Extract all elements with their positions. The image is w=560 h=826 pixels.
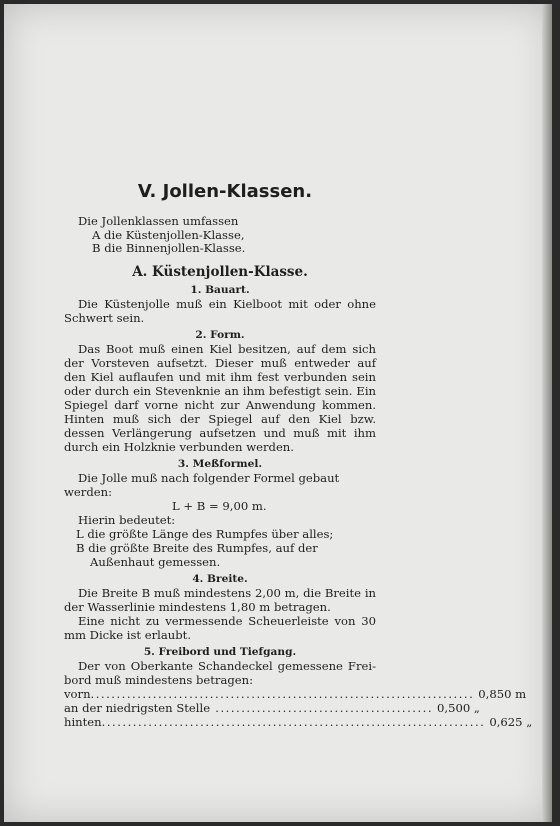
text-line: werden: [64, 484, 112, 499]
heading-messformel: 3. Meßformel. [177, 457, 263, 470]
paragraph-scheuerleiste [64, 614, 376, 642]
book-page [4, 4, 552, 822]
paragraph-bauart [64, 297, 376, 325]
definition-item: B die größte Breite des Rumpfes, auf der Außenhaut gemessen. [76, 540, 318, 569]
text-line: bord muß mindestens betragen: [64, 672, 254, 687]
text-line: Schwert sein. [64, 310, 145, 325]
text-line: Das Boot muß einen Kiel besitzen, auf dem sich [78, 341, 376, 356]
heading-breite: 4. Breite. [192, 572, 248, 585]
paragraph-form [64, 342, 376, 454]
row-label: an der niedrigsten Stelle [64, 700, 211, 715]
text-line: 30 mm Dicke ist erlaubt. [64, 613, 376, 642]
intro-line: Die Jollenklassen umfassen [78, 214, 239, 228]
text-line: in der Wasserlinie mindestens 1,80 m betragen. [64, 585, 376, 614]
row-value: 0,625 „ [489, 714, 533, 729]
freibord-row [64, 686, 527, 701]
formula: L + B = 9,00 m. [172, 498, 267, 513]
text-line: oder durch ein Stevenknie an ihm befestigt sein. [64, 383, 353, 398]
page-spine [542, 4, 552, 822]
heading-bauart: 1. Bauart. [190, 283, 250, 296]
heading-freibord: 5. Freibord und Tiefgang. [143, 645, 297, 658]
row-label: vorn [64, 686, 91, 701]
definition-intro: Hierin bedeutet: [78, 512, 176, 527]
freibord-row [64, 714, 533, 729]
dot-leader: .......................................... [210, 700, 434, 715]
intro-line: A die Küstenjollen-Klasse, [92, 227, 245, 242]
row-label: hinten [64, 714, 102, 729]
definition-item: L die größte Länge des Rumpfes über alles; [76, 526, 334, 541]
intro-block [64, 214, 376, 255]
text-line: Die Breite B muß mindestens 2,00 m, die Breite [78, 585, 362, 600]
text-line: Die Jolle muß nach folgender Formel gebaut [78, 470, 340, 485]
page-content [64, 180, 533, 729]
heading-form: 2. Form. [195, 328, 245, 341]
text-line: der Vorsteven aufsetzt. Dieser muß entweder auf [64, 355, 376, 370]
row-value: 0,850 m [478, 686, 527, 701]
formula-line [64, 485, 376, 513]
text-line: kommen. Hinten muß sich der Spiegel auf den Kiel [64, 397, 377, 426]
text-line: ihm durch ein Holzknie verbunden werden. [64, 425, 377, 454]
section-a-title: A. Küstenjollen-Klasse. [132, 263, 308, 280]
dot-leader: .......................................................................... [101, 714, 486, 729]
text-line: bzw. dessen Verlängerung aufsetzen und muß mit [64, 411, 377, 440]
text-line: Eine nicht zu vermessende Scheuerleiste von [78, 613, 356, 628]
dot-leader: .......................................................................... [90, 686, 475, 701]
chapter-title: V. Jollen-Klassen. [137, 181, 313, 202]
freibord-row [64, 700, 480, 715]
row-value: 0,500 „ [437, 700, 480, 715]
intro-line: B die Binnenjollen-Klasse. [92, 241, 246, 255]
paragraph-breite [64, 586, 376, 614]
text-line: Ein Spiegel darf vorne nicht zur Anwendung [64, 383, 377, 412]
paragraph-freibord [64, 659, 376, 687]
paragraph-messformel [64, 471, 376, 485]
text-line: Der von Oberkante Schandeckel gemessene Frei- [78, 658, 376, 673]
text-line: den Kiel auflaufen und mit ihm fest verbunden sein [64, 369, 376, 384]
text-line: Die Küstenjolle muß ein Kielboot mit oder ohne [78, 296, 376, 311]
